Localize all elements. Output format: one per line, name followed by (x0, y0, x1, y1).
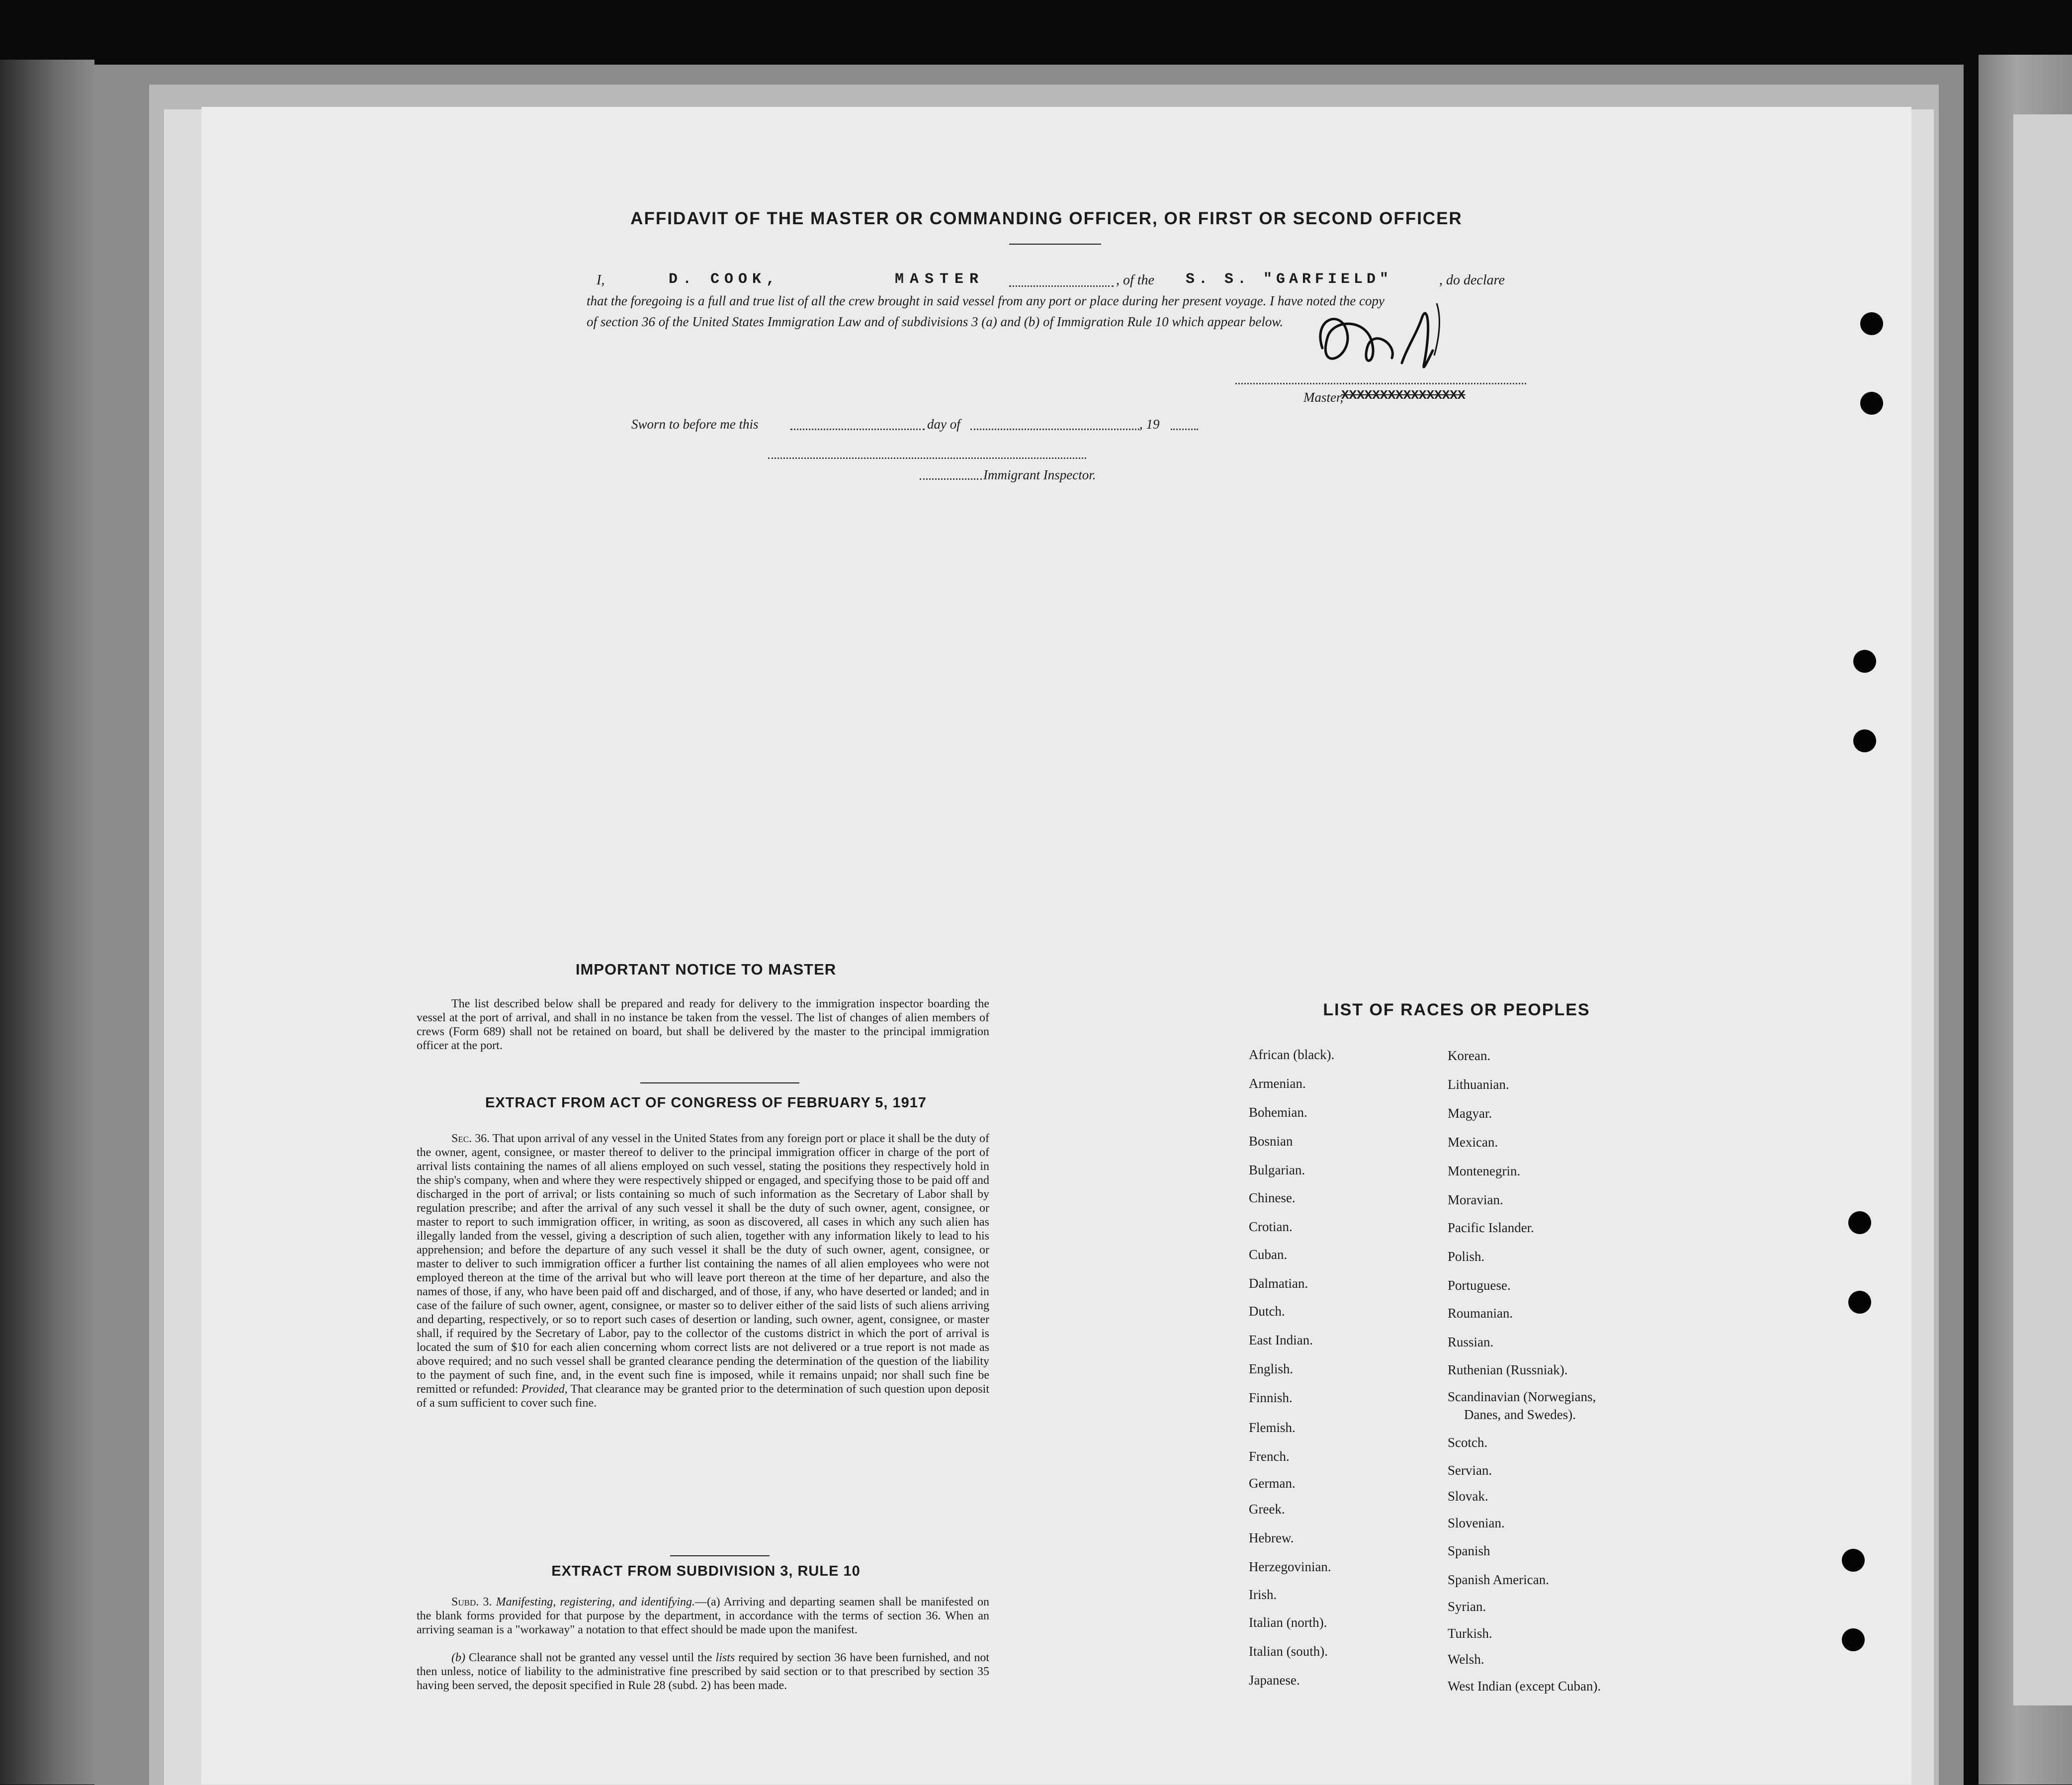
race-right: Pacific Islander. (1448, 1220, 1534, 1235)
race-right: Portuguese. (1448, 1278, 1511, 1293)
race-left: English. (1249, 1361, 1294, 1376)
race-left: French. (1249, 1449, 1290, 1464)
race-right: Welsh. (1448, 1652, 1484, 1667)
subd-b-text-1: Clearance shall not be granted any vessel until the (469, 1651, 712, 1664)
punch-hole (1842, 1628, 1865, 1651)
race-right: Slovenian. (1448, 1516, 1505, 1530)
race-left: Crotian. (1249, 1219, 1293, 1234)
divider (670, 1555, 770, 1556)
race-left: African (black). (1249, 1047, 1335, 1062)
act-title: EXTRACT FROM ACT OF CONGRESS OF FEBRUARY 5, 1917 (485, 1095, 927, 1111)
sec-label: Sec. 36. (451, 1132, 490, 1145)
race-left: Greek. (1249, 1502, 1285, 1517)
race-right: Slovak. (1448, 1489, 1488, 1504)
races-title: LIST OF RACES OR PEOPLES (1323, 1000, 1590, 1019)
race-left: Bulgarian. (1249, 1162, 1305, 1177)
affidavit-line-3: of section 36 of the United States Immigration Law and of subdivisions 3 (a) and (b) of Immigration Rule 10 which appear below. (587, 314, 1284, 329)
affidavit-line-2: that the foregoing is a full and true list of all the crew brought in said vessel from any port or place during her present voyage. I have noted the copy (587, 293, 1385, 308)
race-right: Roumanian. (1448, 1306, 1513, 1321)
subd-a-text: —(a) Arriving and departing seamen shall be manifested on the blank forms provided for that purpose by the department, in accordance with the terms of section 36. When an arriving seaman is a "workaway" a notation to that effect should be made upon the manifest. (417, 1596, 989, 1636)
race-left: Flemish. (1249, 1420, 1295, 1435)
race-left: Armenian. (1249, 1076, 1306, 1091)
race-right: Montenegrin. (1448, 1163, 1521, 1178)
race-left: Finnish. (1249, 1390, 1293, 1405)
subd-b-label: (b) (451, 1651, 465, 1664)
race-left: Dutch. (1249, 1304, 1285, 1319)
title-underline (1009, 244, 1101, 245)
year-label: , 19 (1139, 417, 1160, 432)
master-label: Master, (1303, 390, 1344, 405)
punch-hole (1853, 729, 1876, 752)
race-right: Moravian. (1448, 1192, 1503, 1207)
punch-hole (1848, 1291, 1871, 1314)
do-declare-label: , do declare (1439, 272, 1505, 288)
affidavit-i: I, (597, 272, 605, 288)
race-left: Cuban. (1249, 1247, 1288, 1262)
proviso-label: Provided, (521, 1383, 568, 1396)
rule-a-text (417, 1595, 989, 1637)
proviso-text: That clearance may be granted prior to the determination of such question upon deposit of a sum sufficient to cover such fine. (417, 1383, 990, 1410)
race-right: Korean. (1448, 1048, 1491, 1063)
punch-hole (1848, 1211, 1871, 1234)
adjacent-page-left (0, 60, 94, 1785)
master-signature (1302, 288, 1462, 388)
race-right: Syrian. (1448, 1599, 1486, 1614)
race-left: Hebrew. (1249, 1530, 1294, 1545)
punch-hole (1860, 312, 1883, 335)
race-left: Bohemian. (1249, 1105, 1307, 1120)
subd-b-text-2: required by section 36 have been furnished, and not then unless, notice of liability to the administrative fine prescribed by said section or to that prescribed by section 35 having been served, the deposit specified in Rule 28 (subd. 2) has been made. (417, 1651, 990, 1692)
race-right: Scotch. (1448, 1435, 1488, 1450)
document-page (201, 107, 1911, 1785)
race-left: East Indian. (1249, 1333, 1313, 1347)
master-rank: MASTER (895, 271, 985, 288)
race-left: Chinese. (1249, 1190, 1295, 1205)
race-left: Dalmatian. (1249, 1276, 1308, 1291)
inspector-label: Immigrant Inspector. (983, 467, 1096, 482)
race-right: Polish. (1448, 1249, 1485, 1264)
race-right: Lithuanian. (1448, 1077, 1509, 1092)
master-name: D. COOK, (669, 271, 780, 288)
punch-hole (1842, 1549, 1865, 1572)
vessel-name: S. S. "GARFIELD" (1186, 271, 1393, 288)
race-left: Bosnian (1249, 1134, 1293, 1149)
of-the-label: , of the (1116, 272, 1154, 288)
race-right: West Indian (except Cuban). (1448, 1679, 1601, 1694)
race-right: Russian. (1448, 1335, 1494, 1349)
race-right: Turkish. (1448, 1626, 1492, 1641)
notice-text: The list described below shall be prepared and ready for delivery to the immigration inspector boarding the vessel at the port of arrival, and shall in no instance be taken from the vessel. The list of changes of alien members of crews (Form 689) shall not be retained on board, but shall be delivered by the master to the principal immigration officer at the port. (417, 997, 989, 1052)
race-left: Herzegovinian. (1249, 1559, 1331, 1574)
race-right: Magyar. (1448, 1106, 1492, 1121)
day-of-label: day of (927, 417, 960, 432)
rule-b-text (417, 1651, 989, 1693)
punch-hole (1860, 392, 1883, 415)
subd-b-lists: lists (715, 1651, 735, 1664)
subd-title: Manifesting, registering, and identifying. (496, 1596, 695, 1608)
race-right: Scandinavian (Norwegians, (1448, 1389, 1596, 1404)
subd-label: Subd. 3. (451, 1596, 492, 1608)
affidavit-title: AFFIDAVIT OF THE MASTER OR COMMANDING OFFICER, OR FIRST OR SECOND OFFICER (630, 209, 1463, 228)
race-right: Mexican. (1448, 1135, 1498, 1150)
race-right: Servian. (1448, 1463, 1492, 1478)
master-struck-title: XXXXXXXXXXXXXXXX (1341, 388, 1466, 403)
race-right: Danes, and Swedes). (1464, 1407, 1576, 1422)
race-right: Spanish (1448, 1543, 1490, 1558)
race-left: Japanese. (1249, 1673, 1300, 1688)
race-right: Spanish American. (1448, 1572, 1549, 1587)
sworn-label: Sworn to before me this (631, 417, 759, 432)
divider (640, 1082, 799, 1083)
adjacent-page-right (1979, 55, 2072, 1785)
notice-title: IMPORTANT NOTICE TO MASTER (575, 961, 837, 978)
race-left: Italian (north). (1249, 1615, 1327, 1630)
punch-hole (1853, 650, 1876, 673)
race-left: Italian (south). (1249, 1644, 1328, 1659)
rule-title: EXTRACT FROM SUBDIVISION 3, RULE 10 (551, 1563, 861, 1579)
sec-36-text: That upon arrival of any vessel in the United States from any foreign port or place it shall be the duty of the owner, agent, consignee, or master thereof to deliver to the principal immigration officer in charge of the port of arrival lists containing the names of all aliens employed on such vessel, stating the positions they respectively hold in the ship's company, when and where they were respectively shipped or engaged, and specifying those to be paid off and discharged in the port of arrival; or lists containing so much of such information as the Secretary of Labor shall by regulation prescribe; and after the arrival of any such vessel it shall be the duty of such owner, agent, consignee, or master to report to such immigration officer, in writing, as soon as discovered, all cases in which any such alien has illegally landed from the vessel, giving a description of such alien, together with any information likely to lead to his apprehension; and before the departure of any such vessel it shall be the duty of such owner, agent, consignee, or master to deliver to such immigration officer a further list containing the names of all alien employees who were not employed thereon at the time of the arrival but who will leave port thereon at the time of her departure, and also the names of those, if any, who have been paid off and discharged, and of those, if any, who have deserted or landed; and in case of the failure of such owner, agent, consignee, or master so to deliver either of the said lists of such aliens arriving and departing, respectively, or so to report such cases of desertion or landing, such owner, agent, consignee, or master shall, if required by the Secretary of Labor, pay to the collector of the customs district in which the port of arrival is located the sum of $10 for each alien concerning whom correct lists are not delivered or a true report is not made as above required; and no such vessel shall be granted clearance pending the determination of the question of the liability to the payment of such fine, and, in the event such fine is imposed, while it remains unpaid; nor shall such fine be remitted or refunded: (417, 1132, 989, 1396)
race-right: Ruthenian (Russniak). (1448, 1362, 1568, 1377)
act-text (417, 1132, 989, 1410)
race-left: German. (1249, 1476, 1295, 1491)
race-left: Irish. (1249, 1587, 1277, 1602)
